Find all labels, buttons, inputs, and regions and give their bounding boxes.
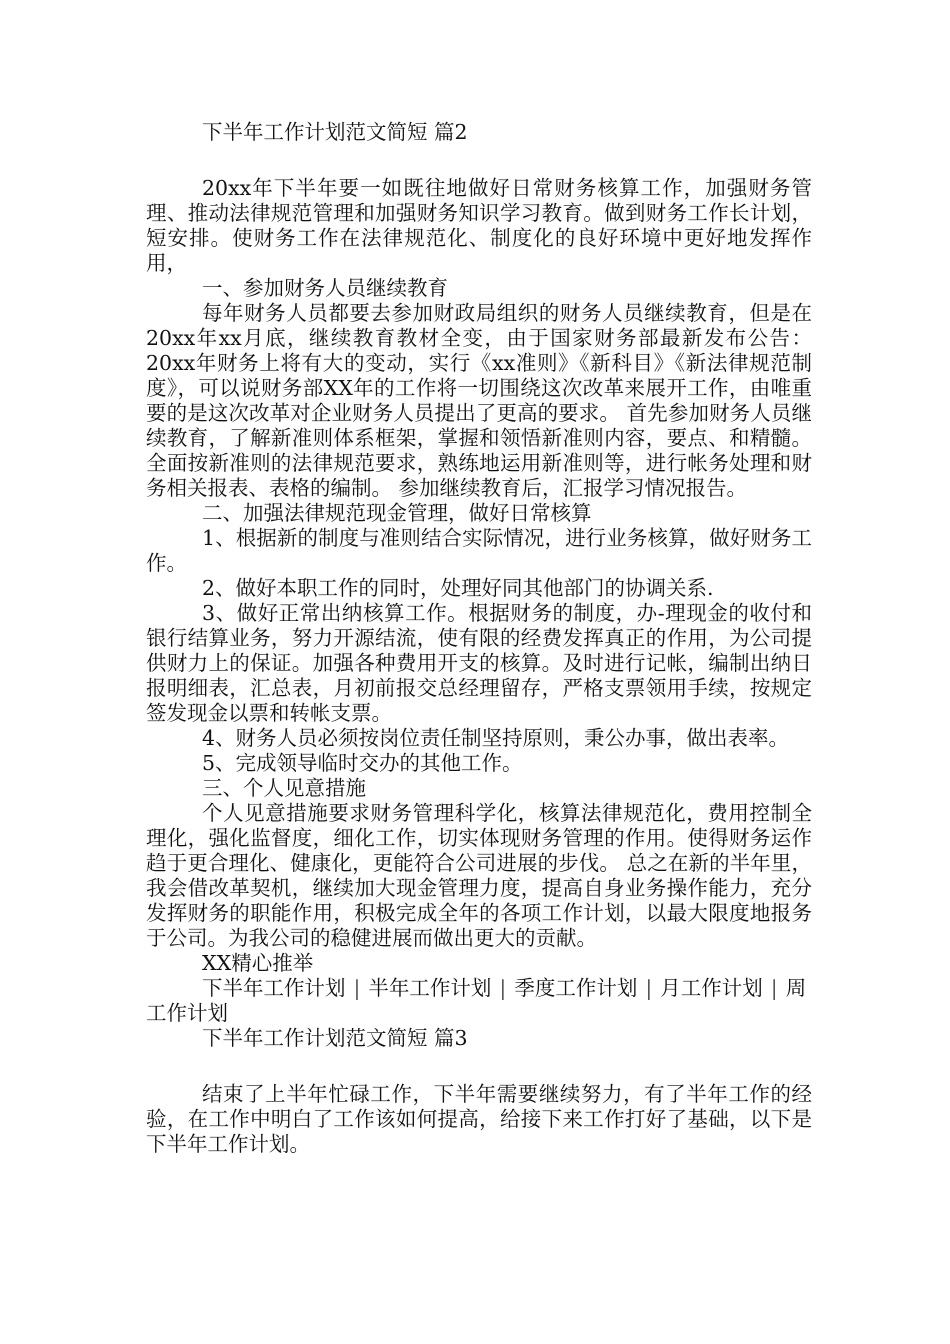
- related-link-quarter-plan[interactable]: 季度工作计划: [514, 976, 638, 1000]
- heading-continuing-education: 一、参加财务人员继续教育: [202, 276, 448, 300]
- link-separator: |: [499, 976, 507, 1000]
- list-item-1: 1、根据新的制度与准则结合实际情况，进行业务核算，做好财务工作。: [146, 526, 812, 575]
- section2-title: 下半年工作计划范文简短 篇2: [202, 120, 468, 144]
- list-item-5: 5、完成领导临时交办的其他工作。: [202, 751, 523, 775]
- recommend-label: XX精心推举: [202, 951, 314, 975]
- list-item-3: 3、做好正常出纳核算工作。根据财务的制度，办-理现金的收付和银行结算业务，努力开源结流，使有限的经费发挥真正的作用，为公司提供财力上的保证。加强各种费用开支的核算。及时进行记帐，编制出纳日报明细表，汇总表，月初前报交总经理留存，严格支票领用手续，按规定签发现金以票和转帐支票。: [146, 601, 812, 725]
- document-page: [146, 120, 812, 1157]
- list-item-4: 4、财务人员必须按岗位责任制坚持原则，秉公办事，做出表率。: [202, 726, 790, 750]
- spacer: [146, 1051, 812, 1082]
- link-separator: |: [770, 976, 778, 1000]
- link-separator: |: [353, 976, 361, 1000]
- related-link-month-plan[interactable]: 月工作计划: [660, 976, 763, 1000]
- related-link-week-plan[interactable]: 周工作计划: [146, 976, 807, 1025]
- paragraph-continuing-education: 每年财务人员都要去参加财政局组织的财务人员继续教育，但是在20xx年xx月底，继续教育教材全变，由于国家财务部最新发布公告：20xx年财务上将有大的变动，实行《xx准则》《新科目》《新法律规范制度》，可以说财务部XX年的工作将一切围绕这次改革来展开工作，由唯重要的是这次改革对企业财务人员提出了更高的要求。 首先参加财务人员继续教育，了解新准则体系框架，掌握和领悟新准则内容，要点、和精髓。全面按新准则的法律规范要求，熟练地运用新准则等，进行帐务处理和财务相关报表、表格的编制。 参加继续教育后，汇报学习情况报告。: [146, 301, 812, 500]
- link-separator: |: [645, 976, 653, 1000]
- section2-intro: 20xx年下半年要一如既往地做好日常财务核算工作，加强财务管理、推动法律规范管理和加强财务知识学习教育。做到财务工作长计划，短安排。使财务工作在法律规范化、制度化的良好环境中更好地发挥作用，: [146, 176, 812, 275]
- section3-title: 下半年工作计划范文简短 篇3: [202, 1026, 468, 1050]
- heading-personal-measures: 三、个人见意措施: [202, 776, 366, 800]
- related-link-half-year-plan[interactable]: 半年工作计划: [368, 976, 492, 1000]
- section3-intro: 结束了上半年忙碌工作，下半年需要继续努力，有了半年工作的经验，在工作中明白了工作该如何提高，给接下来工作打好了基础，以下是下半年工作计划。: [146, 1082, 812, 1156]
- related-links: [146, 976, 812, 1026]
- heading-cash-management: 二、加强法律规范现金管理，做好日常核算: [202, 501, 592, 525]
- list-item-2: 2、做好本职工作的同时，处理好同其他部门的协调关系.: [202, 576, 714, 600]
- spacer: [146, 145, 812, 176]
- related-link-second-half-plan[interactable]: 下半年工作计划: [202, 976, 346, 1000]
- paragraph-personal-measures: 个人见意措施要求财务管理科学化，核算法律规范化，费用控制全理化，强化监督度，细化工作，切实体现财务管理的作用。使得财务运作趋于更合理化、健康化，更能符合公司进展的步伐。 总之在新的半年里，我会借改革契机，继续加大现金管理力度，提高自身业务操作能力，充分发挥财务的职能作用，积极完成全年的各项工作计划，以最大限度地报务于公司。为我公司的稳健进展而做出更大的贡献。: [146, 801, 812, 950]
